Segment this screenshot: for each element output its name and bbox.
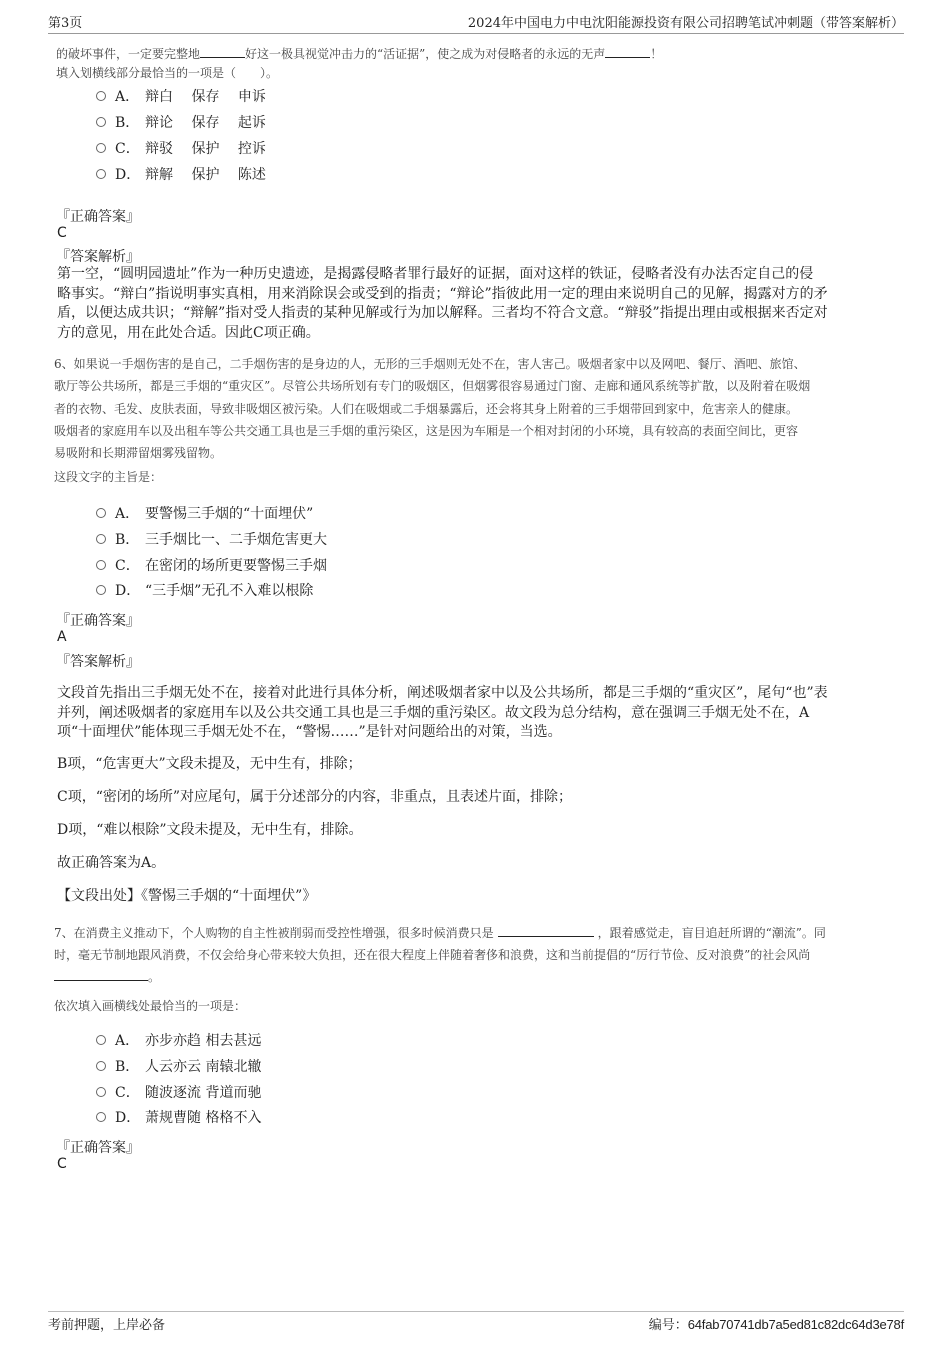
q5-option-a[interactable] [96,87,266,107]
q7-option-a[interactable] [96,1031,261,1051]
q6-analysis-b: B项，“危害更大”文段未提及，无中生有，排除； [57,756,362,772]
radio-icon[interactable] [96,1087,106,1097]
footer-code-label: 编号： [648,1318,688,1333]
q6-option-a[interactable] [96,504,313,524]
analysis-line: 文段首先指出三手烟无处不在，接着对此进行具体分析，阐述吸烟者家中以及公共场所，都是三手烟的“重灾区”，尾句“也”表 [57,685,828,701]
footer-slogan: 考前押题，上岸必备 [48,1318,166,1333]
q7-stem-text-d: 。 [148,970,161,984]
option-text: 萧规曹随 格格不入 [145,1110,262,1126]
q5-answer-label: 『正确答案』 [56,209,140,225]
q7-option-c[interactable] [96,1083,261,1103]
radio-icon[interactable] [96,560,106,570]
passage-line: 歌厅等公共场所，都是三手烟的“重灾区”。尽管公共场所划有专门的吸烟区，但烟雾很容易通过门窗、走廊和通风系统等扩散，以及附着在吸烟 [54,379,811,394]
q7-stem-text-a: 7、在消费主义推动下，个人购物的自主性被削弱而受控性增强，很多时候消费只是 [54,926,494,940]
option-letter: C． [115,1085,140,1101]
q5-stem-line [56,45,662,65]
q6-analysis [57,684,897,743]
analysis-line: 第一空，“圆明园遗址”作为一种历史遗迹，是揭露侵略者罪行最好的证据，面对这样的铁证，侵略者没有办法否定自己的侵 [57,266,814,282]
option-letter: A． [115,89,140,105]
option-letter: A． [115,1033,140,1049]
q6-source: 【文段出处】《警惕三手烟的“十面埋伏”》 [57,888,317,904]
footer-code-value: 64fab70741db7a5ed81c82dc64d3e78f [687,1317,904,1332]
analysis-line: 项“十面埋伏”能体现三手烟无处不在，“警惕……”是针对问题给出的对策，当选。 [57,724,562,740]
q5-answer: C [57,225,67,241]
q7-answer: C [57,1156,67,1172]
header-divider [48,33,904,34]
option-text: “三手烟”无孔不入难以根除 [145,583,314,599]
q7-stem-text-b: ，跟着感觉走，盲目追赶所谓的“潮流”。同 [597,926,826,940]
option-text: 辩白 保存 申诉 [145,89,266,105]
radio-icon[interactable] [96,508,106,518]
passage-line: 6、如果说一手烟伤害的是自己，二手烟伤害的是身边的人，无形的三手烟则无处不在，害人害己。吸烟者家中以及网吧、餐厅、酒吧、旅馆、 [54,357,806,371]
q7-stem-line-1 [54,922,904,944]
q5-option-c[interactable] [96,139,266,159]
q7-stem [54,922,904,988]
analysis-line: 盾，以便达成共识；“辩解”指对受人指责的某种见解或行为加以解释。三者均不符合文意。“辩驳”指提出理由或根据来否定对 [57,305,828,321]
analysis-line: 并列，阐述吸烟者的家庭用车以及公共交通工具也是三手烟的重污染区。故文段为总分结构，意在强调三手烟无处不在，A [57,704,810,721]
option-letter: C． [115,141,140,157]
option-letter: D． [115,167,141,183]
q7-blank-2 [54,968,148,981]
radio-icon[interactable] [96,534,106,544]
passage-line: 者的衣物、毛发、皮肤表面，导致非吸烟区被污染。人们在吸烟或二手烟暴露后，还会将其身上附着的三手烟带回到家中，危害亲人的健康。 [54,401,799,416]
q6-analysis-c: C项，“密闭的场所”对应尾句，属于分述部分的内容，非重点，且表述片面，排除； [57,789,573,805]
option-letter: D． [115,583,141,599]
q7-stem-line-3 [54,966,904,988]
option-text: 随波逐流 背道而驰 [145,1085,262,1101]
option-text: 三手烟比一、二手烟危害更大 [145,532,327,548]
q6-answer-label: 『正确答案』 [56,613,140,629]
q6-analysis-d: D项，“难以根除”文段未提及，无中生有，排除。 [57,822,363,838]
option-text: 要警惕三手烟的“十面埋伏” [145,506,314,522]
radio-icon[interactable] [96,1112,106,1122]
q5-stem-text-b: 好这一极具视觉冲击力的“活证据”，使之成为对侵略者的永远的无声 [245,47,606,61]
option-letter: D． [115,1110,141,1126]
option-letter: C． [115,558,140,574]
passage-line: 易吸附和长期滞留烟雾残留物。 [54,446,223,461]
q6-option-c[interactable] [96,556,327,576]
q6-analysis-label: 『答案解析』 [56,654,140,670]
passage-line: 吸烟者的家庭用车以及出租车等公共交通工具也是三手烟的重污染区，这是因为车厢是一个相对封闭的小环境，具有较高的表面空间比，更容 [54,423,799,438]
radio-icon[interactable] [96,1061,106,1071]
option-letter: B． [115,115,140,131]
radio-icon[interactable] [96,117,106,127]
analysis-line: 略事实。“辩白”指说明事实真相，用来消除误会或受到的指责；“辩论”指彼此用一定的理由来说明自己的见解，揭露对方的矛 [57,285,828,302]
radio-icon[interactable] [96,1035,106,1045]
q5-stem-text-a: 的破坏事件，一定要完整地 [56,47,201,61]
q6-answer: A [57,629,67,645]
option-text: 辩解 保护 陈述 [145,167,266,183]
option-text: 人云亦云 南辕北辙 [145,1059,262,1075]
document-title: 2024年中国电力中电沈阳能源投资有限公司招聘笔试冲刺题（带答案解析） [467,16,904,31]
q5-analysis [57,265,897,343]
q5-stem-text-c: ！ [650,47,663,61]
option-letter: B． [115,1059,140,1075]
radio-icon[interactable] [96,169,106,179]
option-text: 辩驳 保护 控诉 [145,141,266,157]
page-number: 第3页 [48,16,83,31]
radio-icon[interactable] [96,91,106,101]
footer-code [649,1314,904,1333]
radio-icon[interactable] [96,585,106,595]
q7-option-b[interactable] [96,1057,261,1077]
option-text: 在密闭的场所更要警惕三手烟 [145,558,327,574]
footer-divider [48,1311,904,1312]
q7-answer-label: 『正确答案』 [56,1140,140,1156]
q7-option-d[interactable] [96,1108,261,1128]
q5-blank-2 [605,45,650,58]
q5-analysis-label: 『答案解析』 [56,249,140,265]
q6-option-d[interactable] [96,581,313,601]
q6-prompt: 这段文字的主旨是： [54,470,163,484]
analysis-line: 方的意见，用在此处合适。因此C项正确。 [57,324,320,341]
q5-option-b[interactable] [96,113,266,133]
q6-option-b[interactable] [96,530,327,550]
q7-blank-1 [498,924,594,937]
q6-passage [54,353,810,464]
q7-stem-line-2: 时，毫无节制地跟风消费，不仅会给身心带来较大负担，还在很大程度上伴随着奢侈和浪费，这和当前提倡的“厉行节俭、反对浪费”的社会风尚 [54,948,811,962]
q5-prompt: 填入划横线部分最恰当的一项是（ ）。 [56,66,279,80]
option-letter: B． [115,532,140,548]
q6-conclusion: 故正确答案为A。 [57,855,166,871]
option-letter: A． [115,506,140,522]
q5-option-d[interactable] [96,165,266,185]
q5-blank-1 [200,45,245,58]
option-text: 辩论 保存 起诉 [145,115,266,131]
q7-prompt: 依次填入画横线处最恰当的一项是： [54,999,247,1013]
radio-icon[interactable] [96,143,106,153]
option-text: 亦步亦趋 相去甚远 [145,1033,262,1049]
